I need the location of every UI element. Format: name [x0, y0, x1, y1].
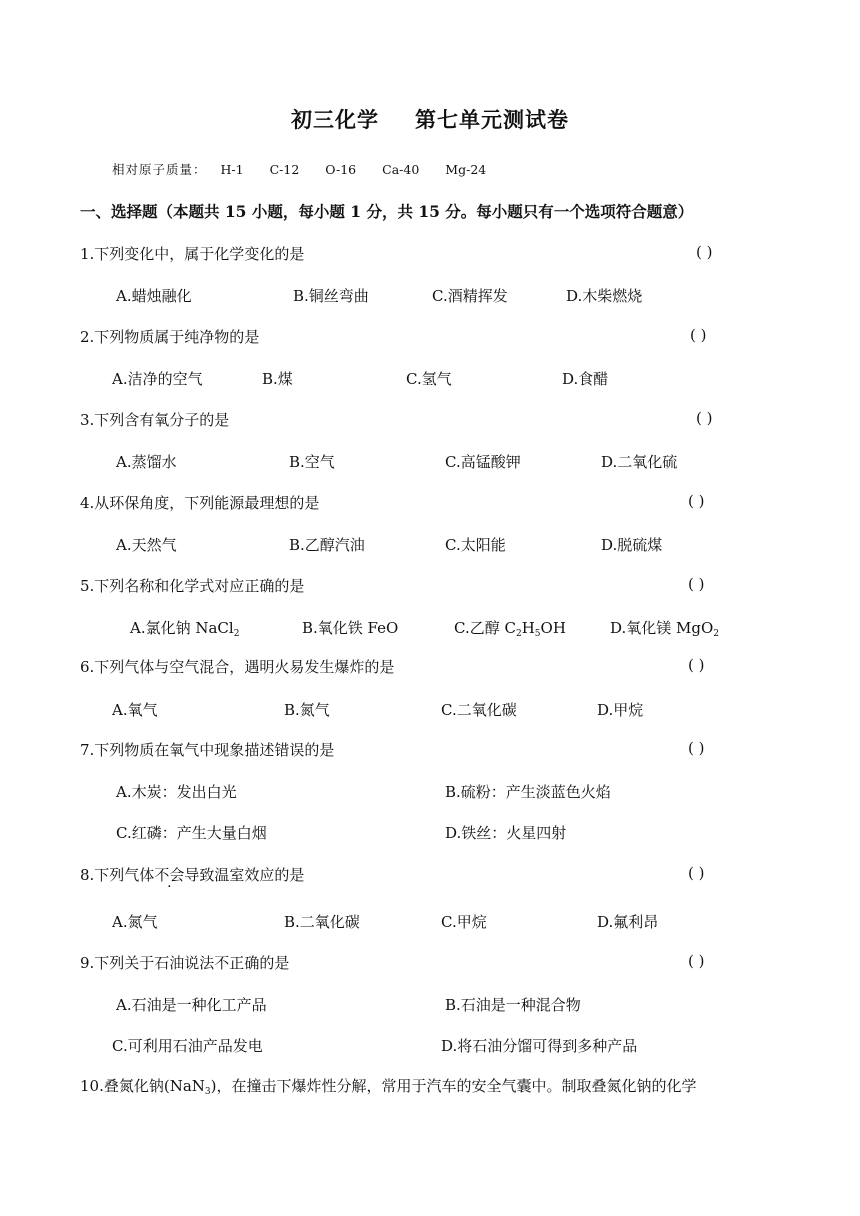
title-subject: 初三化学: [291, 107, 379, 132]
option-8c: C.甲烷: [441, 913, 487, 931]
option-5a: [130, 617, 239, 639]
option-2a: A.洁净的空气: [112, 370, 203, 388]
mass-c: C-12: [269, 162, 300, 177]
option-4c: C.太阳能: [445, 536, 506, 554]
title-name: 第七单元测试卷: [415, 107, 569, 132]
question-stem-8-part1: 8.下列气体: [80, 866, 155, 884]
question-stem-3: 3.下列含有氧分子的是: [80, 411, 230, 429]
mass-ca: Ca-40: [382, 162, 420, 177]
option-5d: [610, 617, 719, 639]
option-4d: D.脱硫煤: [601, 536, 663, 554]
question-stem-10-part1: 10.叠氮化钠(NaN: [80, 1077, 205, 1095]
question-stem-10-part2: )，在撞击下爆炸性分解，常用于汽车的安全气囊中。制取叠氮化钠的化学: [210, 1077, 697, 1095]
mass-h: H-1: [220, 162, 244, 177]
option-7c: C.红磷：产生大量白烟: [116, 824, 267, 842]
option-6d: D.甲烷: [597, 701, 644, 719]
question-stem-10-subscript: 3: [204, 1087, 211, 1097]
option-8b: B.二氧化碳: [284, 913, 360, 931]
question-stem-2: 2.下列物质属于纯净物的是: [80, 328, 260, 346]
option-5d-subscript: 2: [713, 629, 720, 639]
question-stem-7: 7.下列物质在氧气中现象描述错误的是: [80, 741, 335, 759]
option-5c: [454, 617, 566, 639]
option-5b-text: B.氧化铁 FeO: [302, 619, 399, 637]
option-3d: D.二氧化硫: [601, 453, 678, 471]
option-5c-subscript-1: 2: [515, 629, 522, 639]
option-5c-text-mid: H: [521, 619, 535, 637]
option-1a: A.蜡烛融化: [116, 287, 192, 305]
option-7d: D.铁丝：火星四射: [445, 824, 567, 842]
answer-paren-2: ( ): [690, 326, 707, 344]
option-7b: B.硫粉：产生淡蓝色火焰: [445, 783, 611, 801]
section-heading: 一、选择题（本题共 15 小题，每小题 1 分，共 15 分。每小题只有一个选项符合题意）: [80, 202, 694, 221]
atomic-masses: [112, 160, 512, 178]
option-8d: D.氟利昂: [597, 913, 659, 931]
option-5c-text-end: OH: [540, 619, 566, 637]
option-3a: A.蒸馏水: [116, 453, 177, 471]
option-9d: D.将石油分馏可得到多种产品: [441, 1037, 638, 1055]
option-5c-subscript-2: 5: [534, 629, 541, 639]
option-5a-subscript: 2: [233, 629, 240, 639]
answer-paren-4: ( ): [688, 492, 705, 510]
option-2d: D.食醋: [562, 370, 609, 388]
page-title: [0, 104, 860, 134]
option-5a-text: A.氯化钠 NaCl: [130, 619, 234, 637]
option-9b: B.石油是一种混合物: [445, 996, 581, 1014]
question-stem-6: 6.下列气体与空气混合，遇明火易发生爆炸的是: [80, 658, 395, 676]
option-9a: A.石油是一种化工产品: [116, 996, 267, 1014]
answer-paren-3: ( ): [696, 409, 713, 427]
option-1c: C.酒精挥发: [432, 287, 508, 305]
option-5c-text: C.乙醇 C: [454, 619, 516, 637]
option-1d: D.木柴燃烧: [566, 287, 643, 305]
emphasis-not-will: 不会: [154, 866, 185, 884]
option-3b: B.空气: [289, 453, 335, 471]
question-stem-9: 9.下列关于石油说法不正确的是: [80, 954, 290, 972]
option-6b: B.氮气: [284, 701, 330, 719]
question-stem-4: 4.从环保角度，下列能源最理想的是: [80, 494, 320, 512]
option-1b: B.铜丝弯曲: [293, 287, 369, 305]
mass-o: O-16: [325, 162, 357, 177]
option-8a: A.氮气: [112, 913, 158, 931]
option-2b: B.煤: [262, 370, 293, 388]
option-7a: A.木炭：发出白光: [116, 783, 237, 801]
question-stem-8-part2: 导致温室效应的是: [184, 866, 305, 884]
question-stem-5: 5.下列名称和化学式对应正确的是: [80, 577, 305, 595]
option-6a: A.氧气: [112, 701, 158, 719]
option-6c: C.二氧化碳: [441, 701, 517, 719]
answer-paren-1: ( ): [696, 243, 713, 261]
option-5b: [302, 617, 398, 638]
option-4a: A.天然气: [116, 536, 177, 554]
answer-paren-8: ( ): [688, 864, 705, 882]
question-stem-1: 1.下列变化中，属于化学变化的是: [80, 245, 305, 263]
option-3c: C.高锰酸钾: [445, 453, 521, 471]
option-5d-text: D.氧化镁 MgO: [610, 619, 714, 637]
option-9c: C.可利用石油产品发电: [112, 1037, 263, 1055]
question-stem-8: [80, 864, 304, 885]
answer-paren-9: ( ): [688, 952, 705, 970]
atomic-masses-label: 相对原子质量：: [112, 162, 207, 177]
answer-paren-7: ( ): [688, 739, 705, 757]
option-2c: C.氢气: [406, 370, 452, 388]
answer-paren-5: ( ): [688, 575, 705, 593]
option-4b: B.乙醇汽油: [289, 536, 365, 554]
question-stem-10: [80, 1075, 697, 1097]
mass-mg: Mg-24: [445, 162, 487, 177]
answer-paren-6: ( ): [688, 656, 705, 674]
